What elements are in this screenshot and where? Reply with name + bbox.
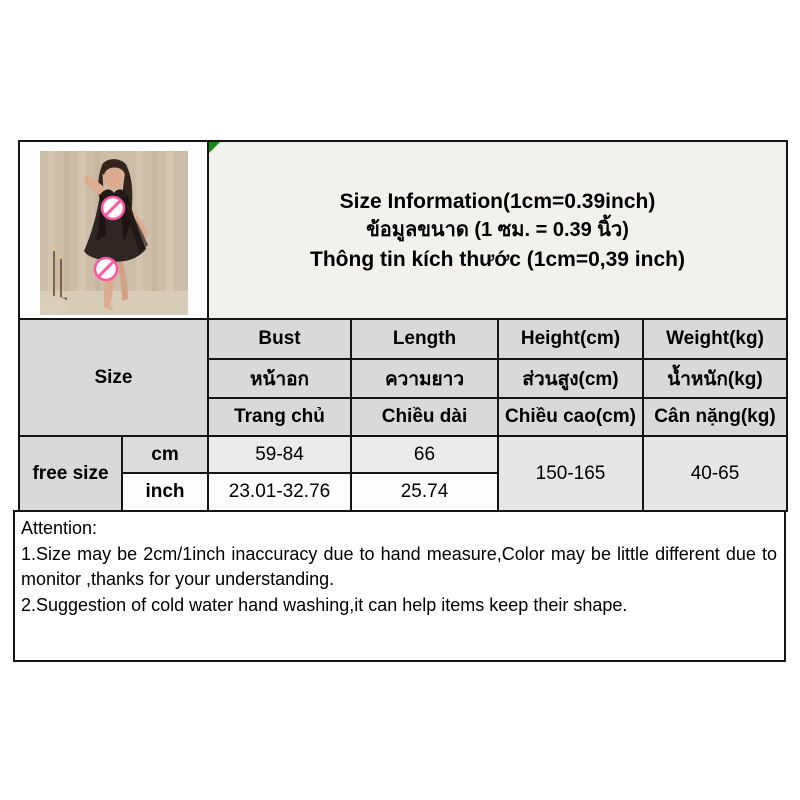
row-label-free-size: free size	[19, 436, 122, 511]
title-english: Size Information(1cm=0.39inch)	[339, 189, 656, 213]
bust-cm-value: 59-84	[208, 436, 351, 473]
header-weight-th: น้ำหนัก(kg)	[643, 359, 787, 398]
height-value: 150-165	[498, 436, 643, 511]
product-photo	[40, 151, 188, 315]
unit-label-cm: cm	[122, 436, 208, 473]
attention-box	[13, 510, 786, 662]
header-height-vi: Chiều cao(cm)	[498, 398, 643, 436]
bust-inch-value: 23.01-32.76	[208, 473, 351, 511]
header-height-en: Height(cm)	[498, 319, 643, 359]
censor-icon	[102, 197, 124, 219]
cell-comment-marker-icon	[209, 142, 220, 153]
attention-heading: Attention:	[21, 518, 98, 538]
size-header: Size	[19, 319, 208, 436]
size-table	[18, 140, 788, 512]
unit-label-inch: inch	[122, 473, 208, 511]
table-row-cm	[19, 436, 787, 473]
length-cm-value: 66	[351, 436, 498, 473]
header-length-vi: Chiều dài	[351, 398, 498, 436]
title-thai: ข้อมูลขนาด (1 ซม. = 0.39 นิ้ว)	[366, 218, 629, 241]
censor-icon	[95, 258, 117, 280]
length-inch-value: 25.74	[351, 473, 498, 511]
header-weight-en: Weight(kg)	[643, 319, 787, 359]
header-bust-vi: Trang chủ	[208, 398, 351, 436]
weight-value: 40-65	[643, 436, 787, 511]
title-vietnamese: Thông tin kích thước (1cm=0,39 inch)	[310, 247, 685, 271]
title-cell	[208, 141, 787, 319]
product-photo-cell	[19, 141, 208, 319]
header-bust-en: Bust	[208, 319, 351, 359]
header-height-th: ส่วนสูง(cm)	[498, 359, 643, 398]
attention-note-2: 2.Suggestion of cold water hand washing,it can help items keep their shape.	[21, 594, 628, 615]
attention-note-1: 1.Size may be 2cm/1inch inaccuracy due to hand measure,Color may be little different due to monitor ,thanks for your understanding.	[21, 543, 777, 589]
header-bust-th: หน้าอก	[208, 359, 351, 398]
header-length-th: ความยาว	[351, 359, 498, 398]
header-length-en: Length	[351, 319, 498, 359]
header-weight-vi: Cân nặng(kg)	[643, 398, 787, 436]
